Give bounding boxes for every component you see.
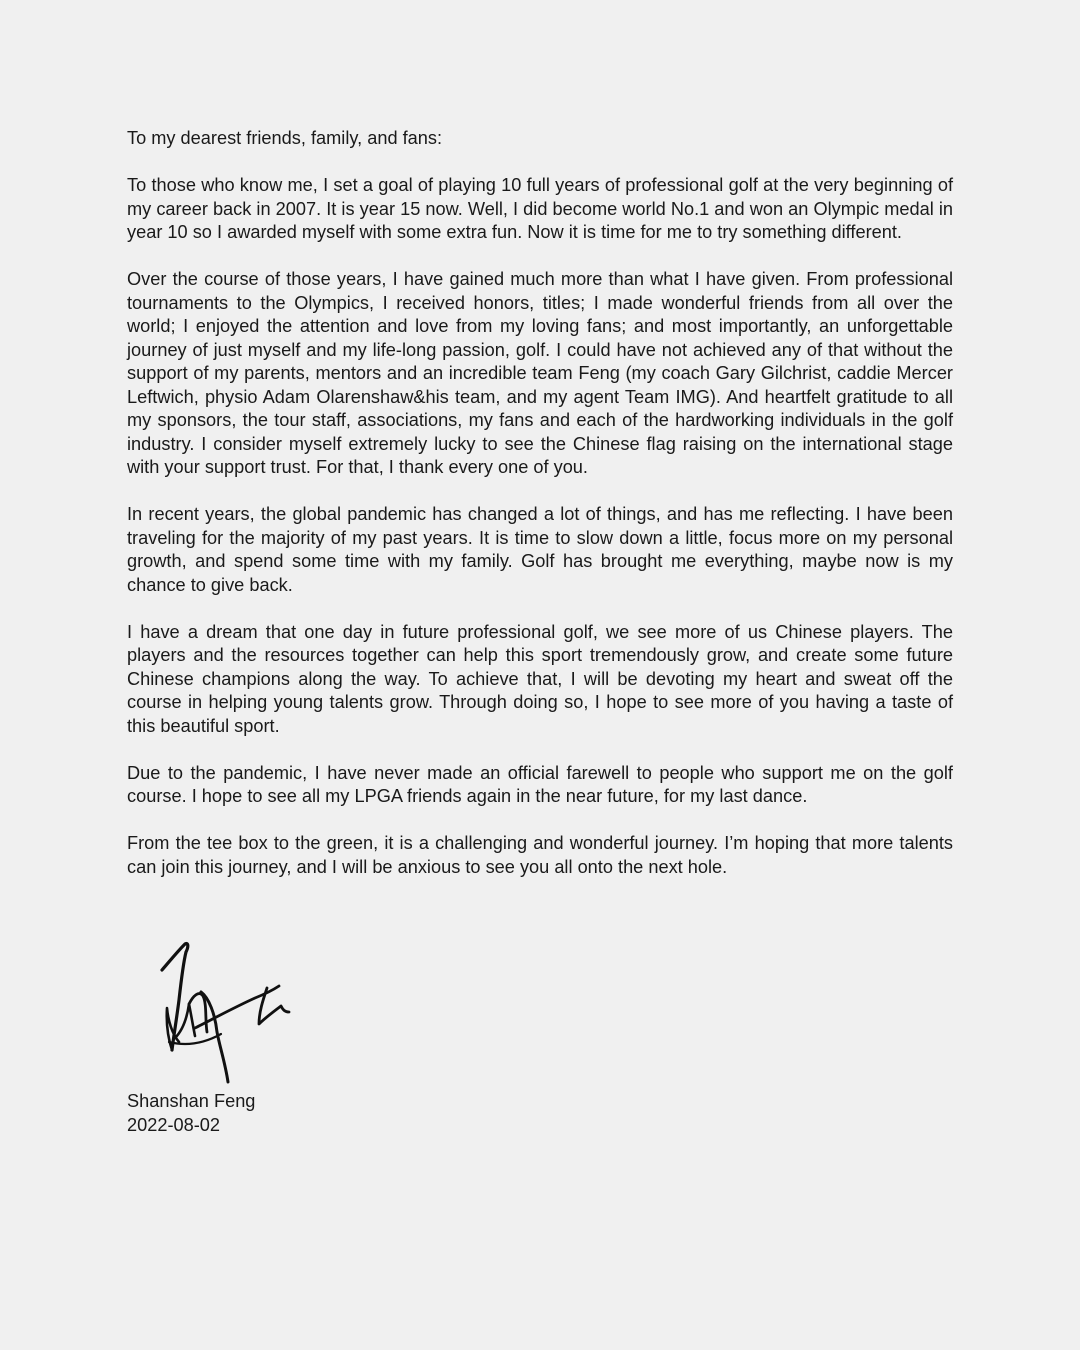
- paragraph-farewell: Due to the pandemic, I have never made an official farewell to people who support me on the golf course. I hope to see all my LPGA friends again in the near future, for my last dance.: [127, 762, 953, 806]
- letter-body: [127, 127, 953, 879]
- signature-block: [127, 1090, 255, 1137]
- paragraph-dream: I have a dream that one day in future professional golf, we see more of us Chinese players. The players and the resources together can help this sport tremendously grow, and create some future Chinese champions along the way. To achieve that, I will be devoting my heart and sweat off the course in helping young talents grow. Through doing so, I hope to see more of you having a taste of this beautiful sport.: [127, 621, 953, 736]
- salutation: To my dearest friends, family, and fans:: [127, 128, 443, 148]
- letter-date: 2022-08-02: [127, 1114, 221, 1135]
- paragraph-closing: From the tee box to the green, it is a challenging and wonderful journey. I’m hoping that more talents can join this journey, and I will be anxious to see you all onto the next hole.: [127, 833, 953, 877]
- signer-name: Shanshan Feng: [127, 1091, 256, 1111]
- paragraph-gratitude: Over the course of those years, I have gained much more than what I have given. From professional tournaments to the Olympics, I received honors, titles; I made wonderful friends from all over the world; I enjoyed the attention and love from my loving fans; and most importantly, an unforgettable journey of just myself and my life-long passion, golf. I could have not achieved any of that without the support of my parents, mentors and an incredible team Feng (my coach Gary Gilchrist, caddie Mercer Leftwich, physio Adam Olarenshaw&his team, and my agent Team IMG). And heartfelt gratitude to all my sponsors, the tour staff, associations, my fans and each of the hardworking individuals in the golf industry. I consider myself extremely lucky to see the Chinese flag raising on the international stage with your support trust. For that, I thank every one of you.: [127, 269, 953, 477]
- paragraph-pandemic: In recent years, the global pandemic has changed a lot of things, and has me reflecting. I have been traveling for the majority of my past years. It is time to slow down a little, focus more on my personal growth, and spend some time with my family. Golf has brought me everything, maybe now is my chance to give back.: [127, 504, 953, 595]
- paragraph-goal: To those who know me, I set a goal of playing 10 full years of professional golf at the very beginning of my career back in 2007. It is year 15 now. Well, I did become world No.1 and won an Olympic medal in year 10 so I awarded myself with some extra fun. Now it is time for me to try something different.: [127, 175, 953, 242]
- handwritten-signature: [155, 938, 295, 1088]
